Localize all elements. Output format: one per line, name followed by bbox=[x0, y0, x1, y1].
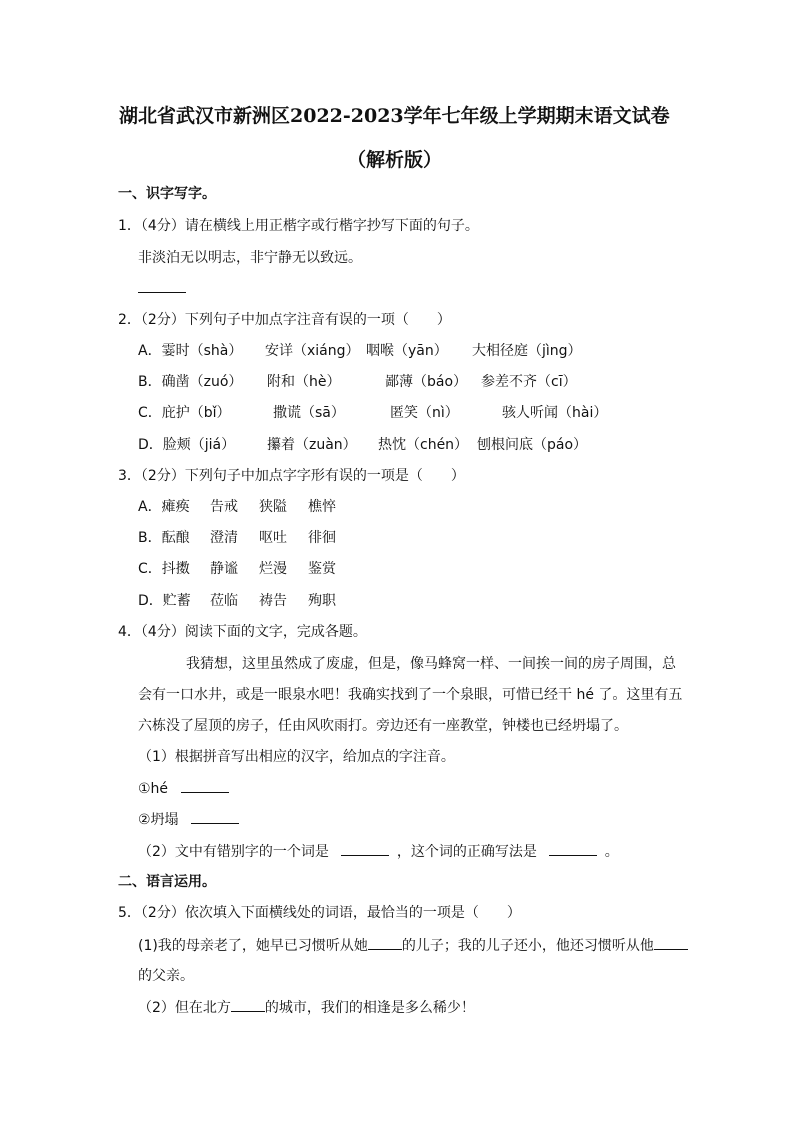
option-d-word-3: 热忱（chén） bbox=[378, 437, 469, 453]
option-a-word-3: 咽喉（yān） bbox=[366, 343, 448, 359]
line-2-part-1: （2）但在北方 bbox=[138, 1000, 231, 1016]
answer-blank bbox=[191, 809, 239, 824]
option-b-word-4: 参差不齐（cī） bbox=[481, 374, 577, 390]
option-a-word-4: 樵悴 bbox=[308, 499, 336, 515]
option-d: D．脸颊（jiá） bbox=[138, 437, 236, 453]
question-5-stem: 5．（2分）依次填入下面横线处的词语，最恰当的一项是（ ） bbox=[118, 905, 521, 921]
question-1-stem: 1．（4分）请在横线上用正楷字或行楷字抄写下面的句子。 bbox=[118, 218, 479, 234]
option-d-word-3: 祷告 bbox=[259, 593, 287, 609]
option-c: C．庇护（bǐ） bbox=[138, 405, 231, 421]
sub-item-1-label: ①hé bbox=[138, 781, 169, 797]
question-5-line-1-cont: 的父亲。 bbox=[138, 968, 194, 984]
option-c: C．抖擞 bbox=[138, 561, 190, 577]
option-a: A．瘫痪 bbox=[138, 499, 190, 515]
question-2-stem: 2．（2分）下列句子中加点字注音有误的一项（ ） bbox=[118, 312, 451, 328]
sub-question-2-part-3: 。 bbox=[604, 844, 619, 860]
question-5-line-2 bbox=[138, 997, 475, 1018]
question-5-line-1 bbox=[138, 935, 688, 956]
option-a: A．霎时（shà） bbox=[138, 343, 243, 359]
option-d-word-2: 攥着（zuàn） bbox=[267, 437, 357, 453]
option-d: D．贮蓄 bbox=[138, 593, 191, 609]
passage-line-3: 六栋没了屋顶的房子，任由风吹雨打。旁边还有一座教堂，钟楼也已经坍塌了。 bbox=[138, 718, 628, 734]
option-a-word-2: 告戒 bbox=[210, 499, 238, 515]
option-c-word-4: 鉴赏 bbox=[308, 561, 336, 577]
option-b: B．确凿（zuó） bbox=[138, 374, 243, 390]
option-c-word-2: 撒谎（sā） bbox=[273, 405, 345, 421]
sub-question-2-part-1: （2）文中有错别字的一个词是 bbox=[138, 844, 329, 860]
sub-question-2 bbox=[138, 841, 619, 862]
option-b-word-3: 鄙薄（báo） bbox=[385, 374, 468, 390]
title-line-1: 湖北省武汉市新洲区2022-2023学年七年级上学期期末语文试卷 bbox=[119, 105, 670, 127]
option-c-word-4: 骇人听闻（hài） bbox=[502, 405, 608, 421]
option-c-word-3: 匿笑（nì） bbox=[390, 405, 459, 421]
line-2-part-2: 的城市，我们的相逢是多么稀少！ bbox=[264, 1000, 475, 1016]
question-4-stem: 4．（4分）阅读下面的文字，完成各题。 bbox=[118, 624, 367, 640]
title-line-2: （解析版） bbox=[347, 149, 443, 171]
option-b-word-2: 澄清 bbox=[210, 530, 238, 546]
option-c-word-2: 静谧 bbox=[210, 561, 238, 577]
option-b-word-3: 呕吐 bbox=[259, 530, 287, 546]
sub-question-1: （1）根据拼音写出相应的汉字，给加点的字注音。 bbox=[138, 749, 455, 765]
option-d-word-4: 殉职 bbox=[308, 593, 336, 609]
option-a-word-4: 大相径庭（jìng） bbox=[472, 343, 582, 359]
line-1-part-1: (1)我的母亲老了，她早已习惯听从她 bbox=[138, 938, 368, 954]
passage-line-1: 我猜想，这里虽然成了废虚，但是，像马蜂窝一样、一间挨一间的房子周围，总 bbox=[186, 656, 676, 672]
answer-blank bbox=[231, 997, 265, 1012]
answer-blank bbox=[138, 278, 186, 299]
option-d-word-2: 莅临 bbox=[210, 593, 238, 609]
sub-item-2 bbox=[138, 809, 239, 830]
answer-blank bbox=[181, 778, 229, 793]
option-a-word-3: 狭隘 bbox=[259, 499, 287, 515]
section-heading: 一、识字写字。 bbox=[118, 186, 216, 202]
sub-item-1 bbox=[138, 778, 229, 799]
question-1-sentence: 非淡泊无以明志，非宁静无以致远。 bbox=[138, 250, 362, 266]
answer-blank bbox=[341, 841, 389, 856]
sub-item-2-label: ②坍塌 bbox=[138, 812, 179, 828]
sub-question-2-part-2: ，这个词的正确写法是 bbox=[396, 844, 537, 860]
answer-blank bbox=[368, 935, 402, 950]
option-b-word-4: 徘徊 bbox=[308, 530, 336, 546]
option-a-word-2: 安详（xiáng） bbox=[265, 343, 360, 359]
passage-line-2: 会有一口水井，或是一眼泉水吧！我确实找到了一个泉眼，可惜已经干 hé 了。这里有五 bbox=[138, 687, 683, 703]
section-heading: 二、语言运用。 bbox=[118, 874, 216, 890]
option-d-word-4: 刨根问底（páo） bbox=[477, 437, 588, 453]
answer-blank bbox=[549, 841, 597, 856]
answer-blank bbox=[654, 935, 688, 950]
line-1-part-2: 的儿子；我的儿子还小，他还习惯听从他 bbox=[401, 938, 654, 954]
option-c-word-3: 烂漫 bbox=[259, 561, 287, 577]
question-3-stem: 3．（2分）下列句子中加点字字形有误的一项是（ ） bbox=[118, 468, 465, 484]
option-b: B．酝酿 bbox=[138, 530, 190, 546]
option-b-word-2: 附和（hè） bbox=[267, 374, 341, 390]
